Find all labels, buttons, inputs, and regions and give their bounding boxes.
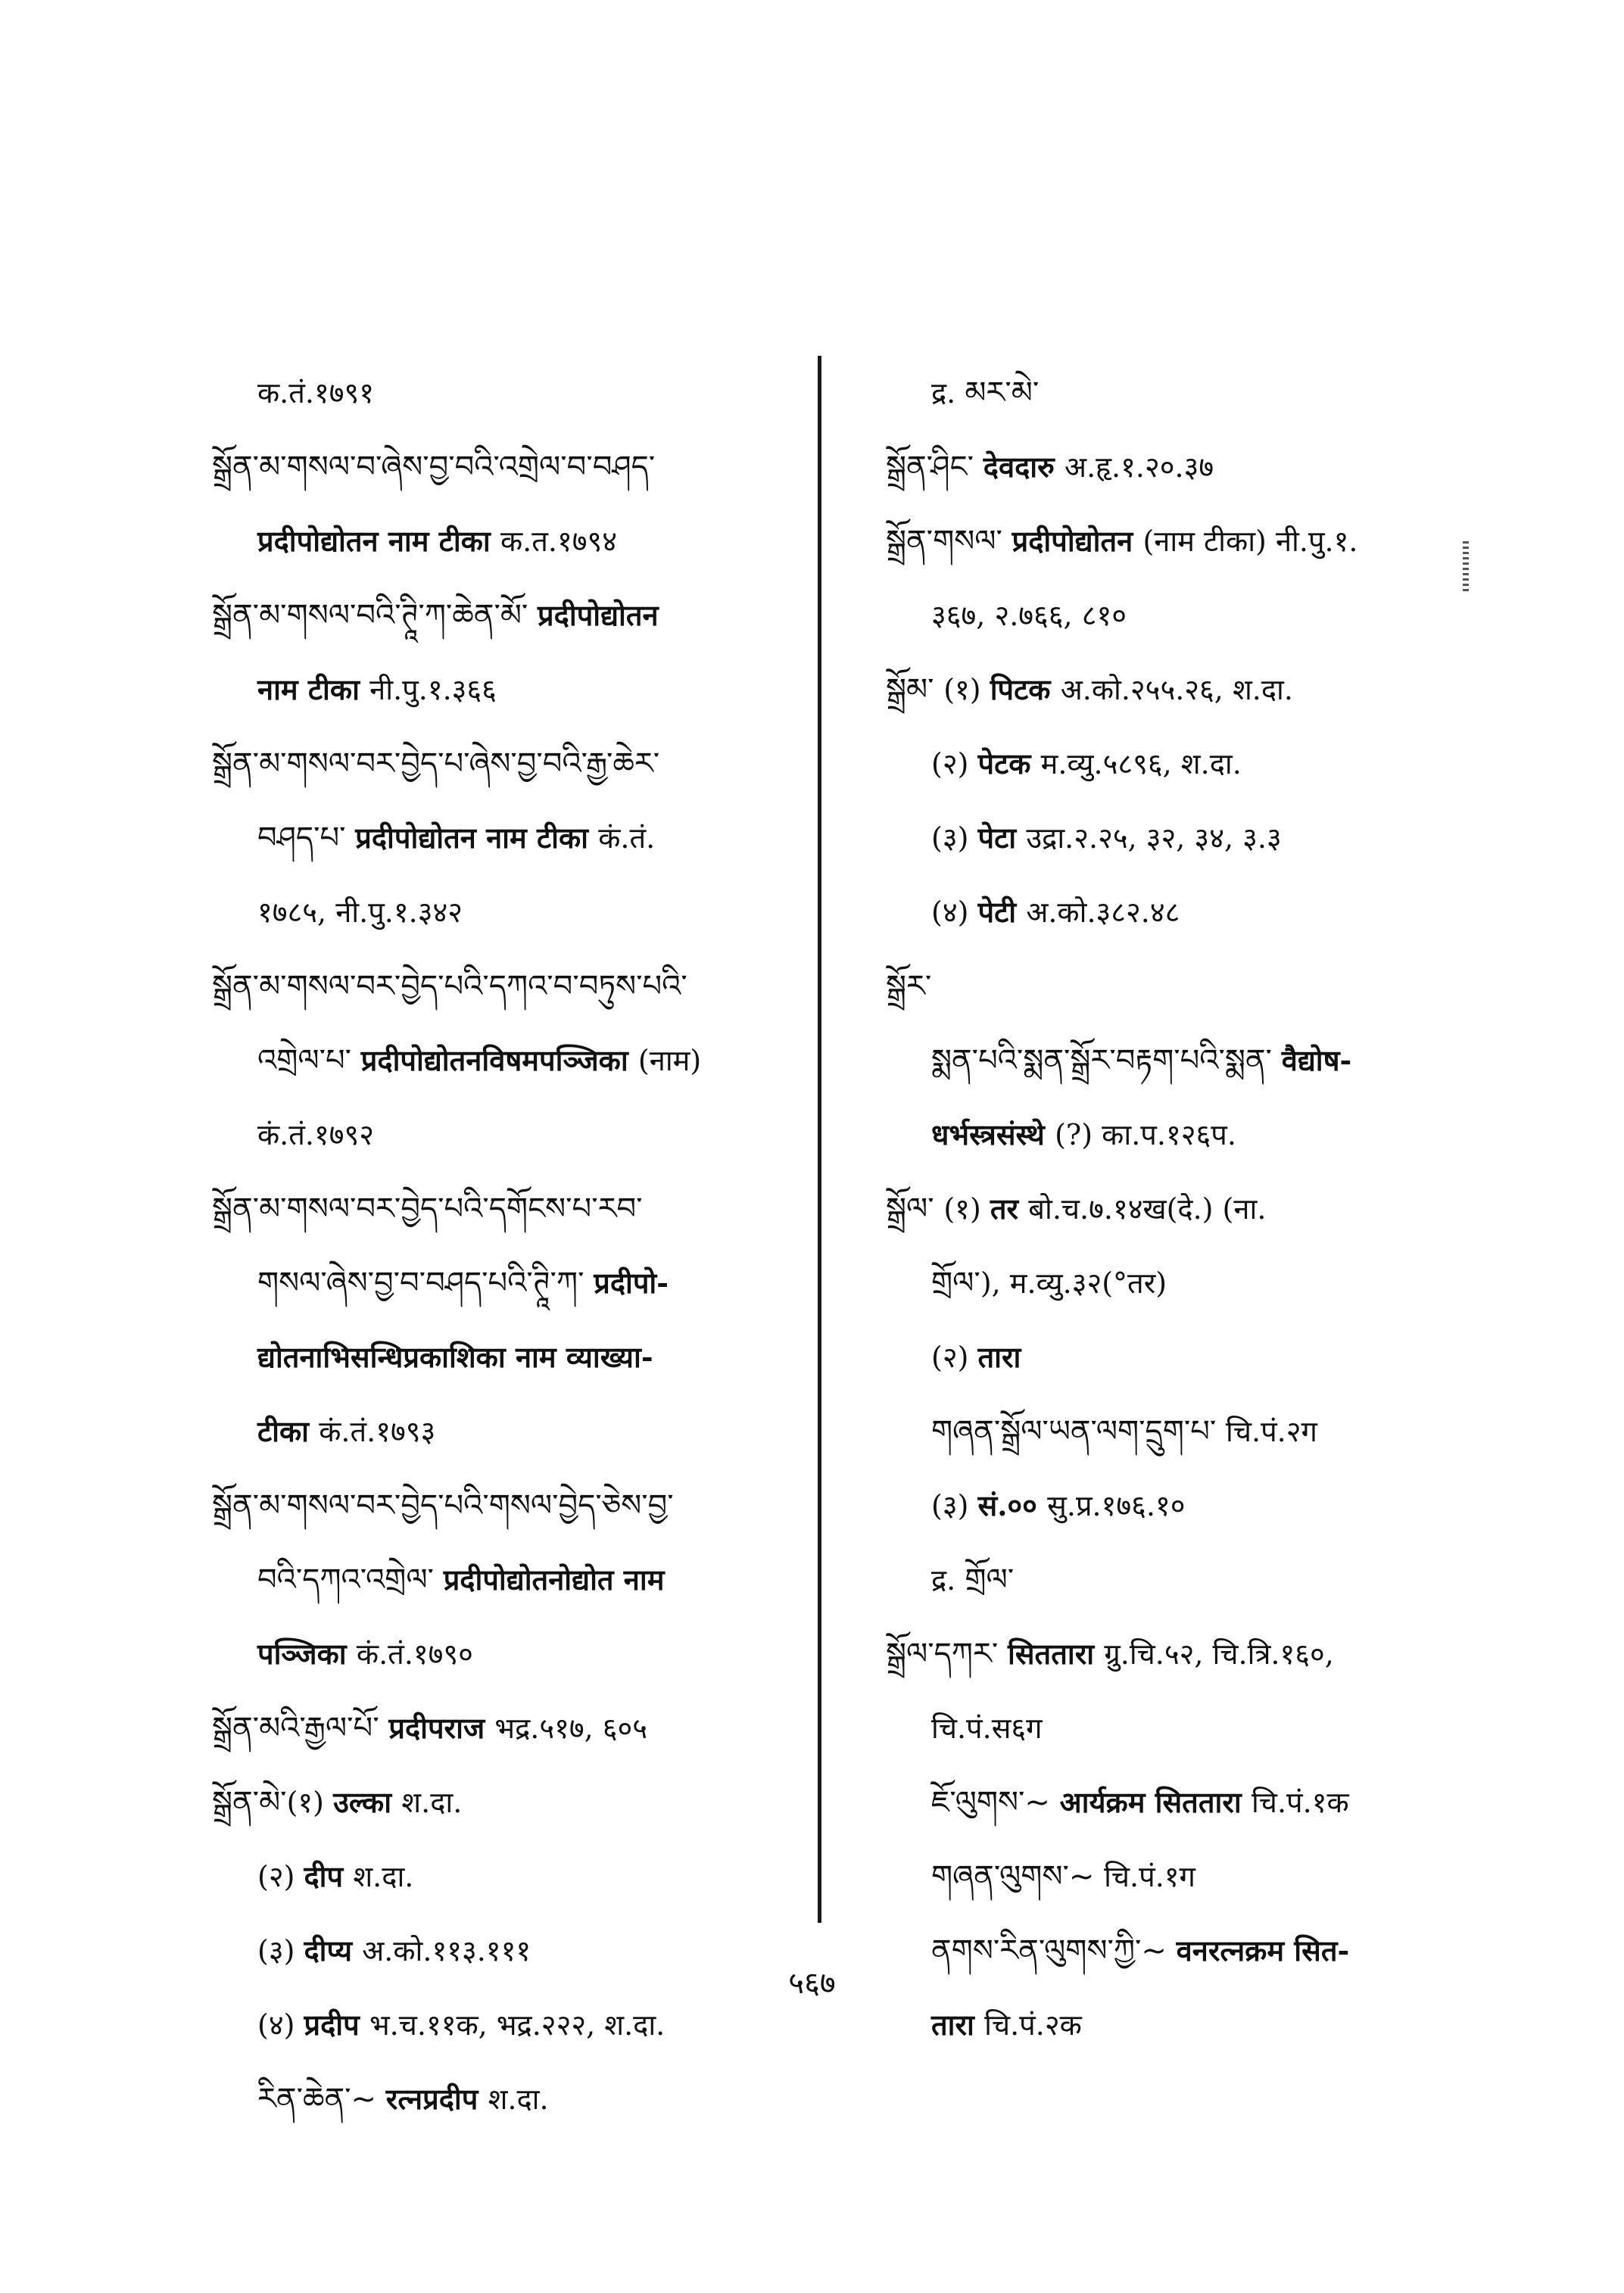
page-number: ५६७ [788, 1966, 836, 2001]
entry-headword-line [886, 504, 1461, 578]
entry-continuation-line [212, 1543, 795, 1617]
tibetan-text: སྒྲོན་མའི་རྒྱལ་པོ་ [212, 1711, 389, 1746]
source-reference: अ.को.११३.१११ [362, 1934, 531, 1967]
entry-continuation-line [886, 875, 1461, 949]
source-reference: (नाम टीका) नी.पु.१. [1142, 525, 1358, 558]
entry-headword-line [886, 430, 1461, 504]
entry-headword-line [212, 430, 795, 504]
source-reference: कं.तं.१७९० [356, 1637, 473, 1671]
entry-headword-line [886, 949, 1461, 1023]
sanskrit-term: प्रदीपो- [594, 1266, 669, 1300]
tibetan-text: སྒྲོན་མ་གསལ་བར་བྱེད་པ་ཞེས་བྱ་བའི་རྒྱ་ཆེར་ [212, 746, 660, 781]
source-reference: भद्र.५१७, ६०५ [494, 1712, 648, 1745]
entry-continuation-line [886, 1320, 1461, 1394]
entry-headword-line [212, 949, 795, 1023]
source-reference: १७८५, नी.पु.१.३४२ [257, 896, 463, 929]
entry-continuation-line [886, 356, 1461, 430]
source-reference: नी.पु.१.३६६ [369, 673, 497, 706]
source-reference: कं.तं. [598, 821, 656, 855]
source-reference: अ.हृ.१.२०.३७ [1064, 450, 1214, 484]
tibetan-text: གྲོལ་ [931, 1266, 980, 1301]
sanskrit-term: रत्नप्रदीप [385, 2082, 488, 2116]
entry-continuation-line [212, 1246, 795, 1320]
entry-continuation-line [212, 1914, 795, 1988]
tibetan-text: སྒྲོན་མ་གསལ་བར་བྱེད་པའི་དཀའ་བ་བཏུས་པའི་ [212, 969, 687, 1004]
source-reference: कं.तं.१७९२ [257, 1118, 375, 1151]
tibetan-text: སྒྲོལ་ [886, 1192, 944, 1226]
entry-continuation-line [886, 1098, 1461, 1172]
entry-continuation-line [212, 504, 795, 578]
entry-continuation-line [886, 1988, 1461, 2062]
source-reference: अ.को.३८२.४८ [1026, 896, 1180, 929]
source-reference: (१) [286, 1786, 334, 1819]
entry-continuation-line [212, 653, 795, 727]
source-reference: भ.च.११क, भद्र.२२२, श.दा. [369, 2008, 665, 2042]
tibetan-text: སྒྲོར་ [886, 969, 932, 1004]
tibetan-text: བཤད་པ་ [257, 821, 356, 855]
sanskrit-term: दीप्य [304, 1933, 363, 1967]
left-column [212, 356, 795, 2136]
source-reference: चि.पं.२क [984, 2008, 1082, 2042]
scroll-indicator-icon [1463, 541, 1469, 594]
source-reference: (१) [943, 1192, 990, 1226]
entry-continuation-line [886, 1469, 1461, 1543]
entry-continuation-line [212, 1394, 795, 1469]
source-reference: (४) [257, 2008, 304, 2042]
source-reference: श.दा. [353, 1860, 414, 1893]
source-reference: द्र. [931, 376, 965, 410]
sanskrit-term: सं.०० [977, 1488, 1048, 1522]
sanskrit-term: टीका [257, 1414, 320, 1448]
entry-continuation-line [886, 1691, 1461, 1765]
entry-headword-line [212, 1469, 795, 1543]
tibetan-text: སྒྲོན་མ་གསལ་བར་བྱེད་པའི་གསལ་བྱེད་ཅེས་བྱ་ [212, 1488, 674, 1523]
entry-headword-line [212, 1765, 795, 1840]
tibetan-text: སྒྲོན་ཤིང་ [886, 450, 983, 484]
sanskrit-term: दीप [304, 1859, 354, 1893]
sanskrit-term: पेटी [977, 895, 1027, 929]
sanskrit-term: देवदारु [983, 450, 1065, 484]
entry-continuation-line [886, 1765, 1461, 1840]
sanskrit-term: तारा [931, 2008, 985, 2042]
sanskrit-term: उल्का [333, 1785, 402, 1819]
tibetan-text: གསལ་ཞེས་བྱ་བ་བཤད་པའི་ཊཱི་ཀ་ [257, 1266, 594, 1301]
source-reference: म.व्यु.५८९६, श.दा. [1040, 747, 1242, 780]
source-reference: चि.पं.२ग [1226, 1415, 1317, 1448]
entry-continuation-line [886, 1246, 1461, 1320]
entry-continuation-line [212, 1988, 795, 2062]
sanskrit-term: प्रदीपोद्योतन नाम टीका [257, 524, 500, 558]
entry-headword-line [886, 1617, 1461, 1691]
sanskrit-term: प्रदीपोद्योतन नाम टीका [355, 821, 599, 855]
sanskrit-term: प्रदीपोद्योतन [538, 598, 659, 632]
sanskrit-term: आर्यक्रम सिततारा [1059, 1785, 1252, 1819]
sanskrit-term: तर [990, 1192, 1029, 1226]
sanskrit-term: पिटक [990, 672, 1061, 706]
source-reference: चि.पं.१ग [1104, 1860, 1195, 1893]
tibetan-text: འགྲེལ་པ་ [257, 1043, 361, 1078]
source-reference: (३) [931, 821, 978, 855]
sanskrit-term: धर्भस्त्रसंस्थे [931, 1117, 1055, 1151]
entry-headword-line [212, 1691, 795, 1765]
sanskrit-term: पेटक [977, 746, 1041, 780]
sanskrit-term: द्योतनाभिसन्धिप्रकाशिका नाम व्याख्या- [257, 1340, 653, 1374]
source-reference: अ.को.२५५.२६, श.दा. [1060, 673, 1293, 706]
source-reference: ग्रु.चि.५२, चि.त्रि.१६०, [1104, 1637, 1334, 1671]
sanskrit-term: वनरत्नक्रम सित- [1176, 1933, 1350, 1967]
tibetan-text: སྒྲོམ་ [886, 672, 944, 707]
source-reference: चि.पं.स६ग [931, 1712, 1043, 1745]
tibetan-text: གྲོལ་ [965, 1562, 1015, 1597]
tibetan-text: སྒྲོན་གསལ་ [886, 524, 1012, 559]
entry-continuation-line [886, 727, 1461, 801]
tibetan-text: གཞན་ལུགས་~ [931, 1859, 1105, 1894]
source-reference: श.दा. [401, 1786, 463, 1819]
entry-headword-line [886, 1172, 1461, 1246]
tibetan-text: ཇོ་ལུགས་~ [931, 1785, 1060, 1820]
sanskrit-term: नाम टीका [257, 672, 370, 706]
entry-continuation-line [212, 1098, 795, 1172]
source-reference: (नाम) [637, 1044, 702, 1077]
source-reference: चि.पं.१क [1251, 1786, 1349, 1819]
tibetan-text: སྒྲོན་མ་གསལ་བར་བྱེད་པའི་དགོངས་པ་རབ་ [212, 1192, 643, 1226]
source-reference: बो.च.७.१४ख(दे.) (ना. [1028, 1192, 1267, 1226]
entry-continuation-line [212, 356, 795, 430]
source-reference: क.त.१७९४ [500, 525, 618, 558]
sanskrit-term: पञ्जिका [257, 1637, 357, 1671]
source-reference: (?) का.प.१२६प. [1055, 1118, 1236, 1151]
column-divider [818, 356, 821, 1923]
source-reference: (२) [257, 1860, 304, 1893]
entry-headword-line [886, 653, 1461, 727]
entry-headword-line [212, 1172, 795, 1246]
source-reference: (२) [931, 1341, 978, 1374]
tibetan-text: མར་མེ་ [965, 375, 1040, 410]
source-reference: (२) [931, 747, 978, 780]
entry-continuation-line [212, 801, 795, 875]
tibetan-text: སྨན་པའི་སྨན་སྒྲོར་བརྟག་པའི་སྨན་ [931, 1043, 1282, 1078]
sanskrit-term: प्रदीपराज [388, 1711, 495, 1745]
entry-continuation-line [212, 1617, 795, 1691]
source-reference: (४) [931, 896, 978, 929]
right-column [886, 356, 1461, 2062]
entry-continuation-line [212, 1023, 795, 1098]
entry-continuation-line [886, 1394, 1461, 1469]
sanskrit-term: प्रदीपोद्योतनोद्योत नाम [443, 1562, 665, 1597]
source-reference: ३६७, २.७६६, ८१० [931, 599, 1127, 632]
tibetan-text: སྒྲོན་མེ་ [212, 1785, 287, 1820]
entry-continuation-line [886, 1914, 1461, 1988]
tibetan-text: ནགས་རིན་ལུགས་ཀྱི་~ [931, 1933, 1177, 1968]
entry-continuation-line [886, 1840, 1461, 1914]
source-reference: सु.प्र.१७६.१० [1047, 1489, 1186, 1522]
source-reference: द्र. [931, 1563, 965, 1597]
sanskrit-term: सिततारा [1008, 1637, 1105, 1671]
entry-continuation-line [886, 1023, 1461, 1098]
sanskrit-term: तारा [977, 1340, 1021, 1374]
entry-continuation-line [212, 1320, 795, 1394]
entry-continuation-line [886, 801, 1461, 875]
sanskrit-term: प्रदीपोद्योतनविषमपञ्जिका [360, 1043, 638, 1077]
tibetan-text: རིན་ཆེན་~ [257, 2082, 386, 2117]
tibetan-text: སྒྲོན་མ་གསལ་བ་ཞེས་བྱ་བའི་འགྲེལ་བ་བཤད་ [212, 450, 656, 484]
entry-continuation-line [886, 1543, 1461, 1617]
source-reference: ), म.व्यु.३२(°तर) [980, 1266, 1167, 1300]
sanskrit-term: प्रदीपोद्योतन [1011, 524, 1143, 558]
source-reference: (३) [931, 1489, 978, 1522]
sanskrit-term: पेटा [977, 821, 1027, 855]
source-reference: (१) [943, 673, 990, 706]
tibetan-text: སྒྲོལ་དཀར་ [886, 1637, 1008, 1671]
sanskrit-term: प्रदीप [304, 2008, 369, 2042]
source-reference: श.दा. [488, 2083, 549, 2116]
source-reference: (३) [257, 1934, 304, 1967]
entry-continuation-line [212, 1840, 795, 1914]
source-reference: क.तं.१७९१ [257, 376, 375, 410]
tibetan-text: སྒྲོན་མ་གསལ་བའི་ཊཱི་ཀ་ཆེན་མོ་ [212, 598, 538, 633]
entry-headword-line [212, 727, 795, 801]
entry-continuation-line [212, 875, 795, 949]
entry-continuation-line [886, 578, 1461, 653]
source-reference: कं.तं.१७९३ [319, 1415, 436, 1448]
entry-headword-line [212, 578, 795, 653]
tibetan-text: བའི་དཀའ་འགྲེལ་ [257, 1562, 444, 1597]
tibetan-text: གཞན་སྒྲོལ་ཡན་ལག་དྲུག་པ་ [931, 1414, 1227, 1449]
entry-continuation-line [212, 2062, 795, 2136]
source-reference: उद्रा.२.२५, ३२, ३४, ३.३ [1026, 821, 1282, 855]
sanskrit-term: वैद्योष- [1281, 1043, 1352, 1077]
